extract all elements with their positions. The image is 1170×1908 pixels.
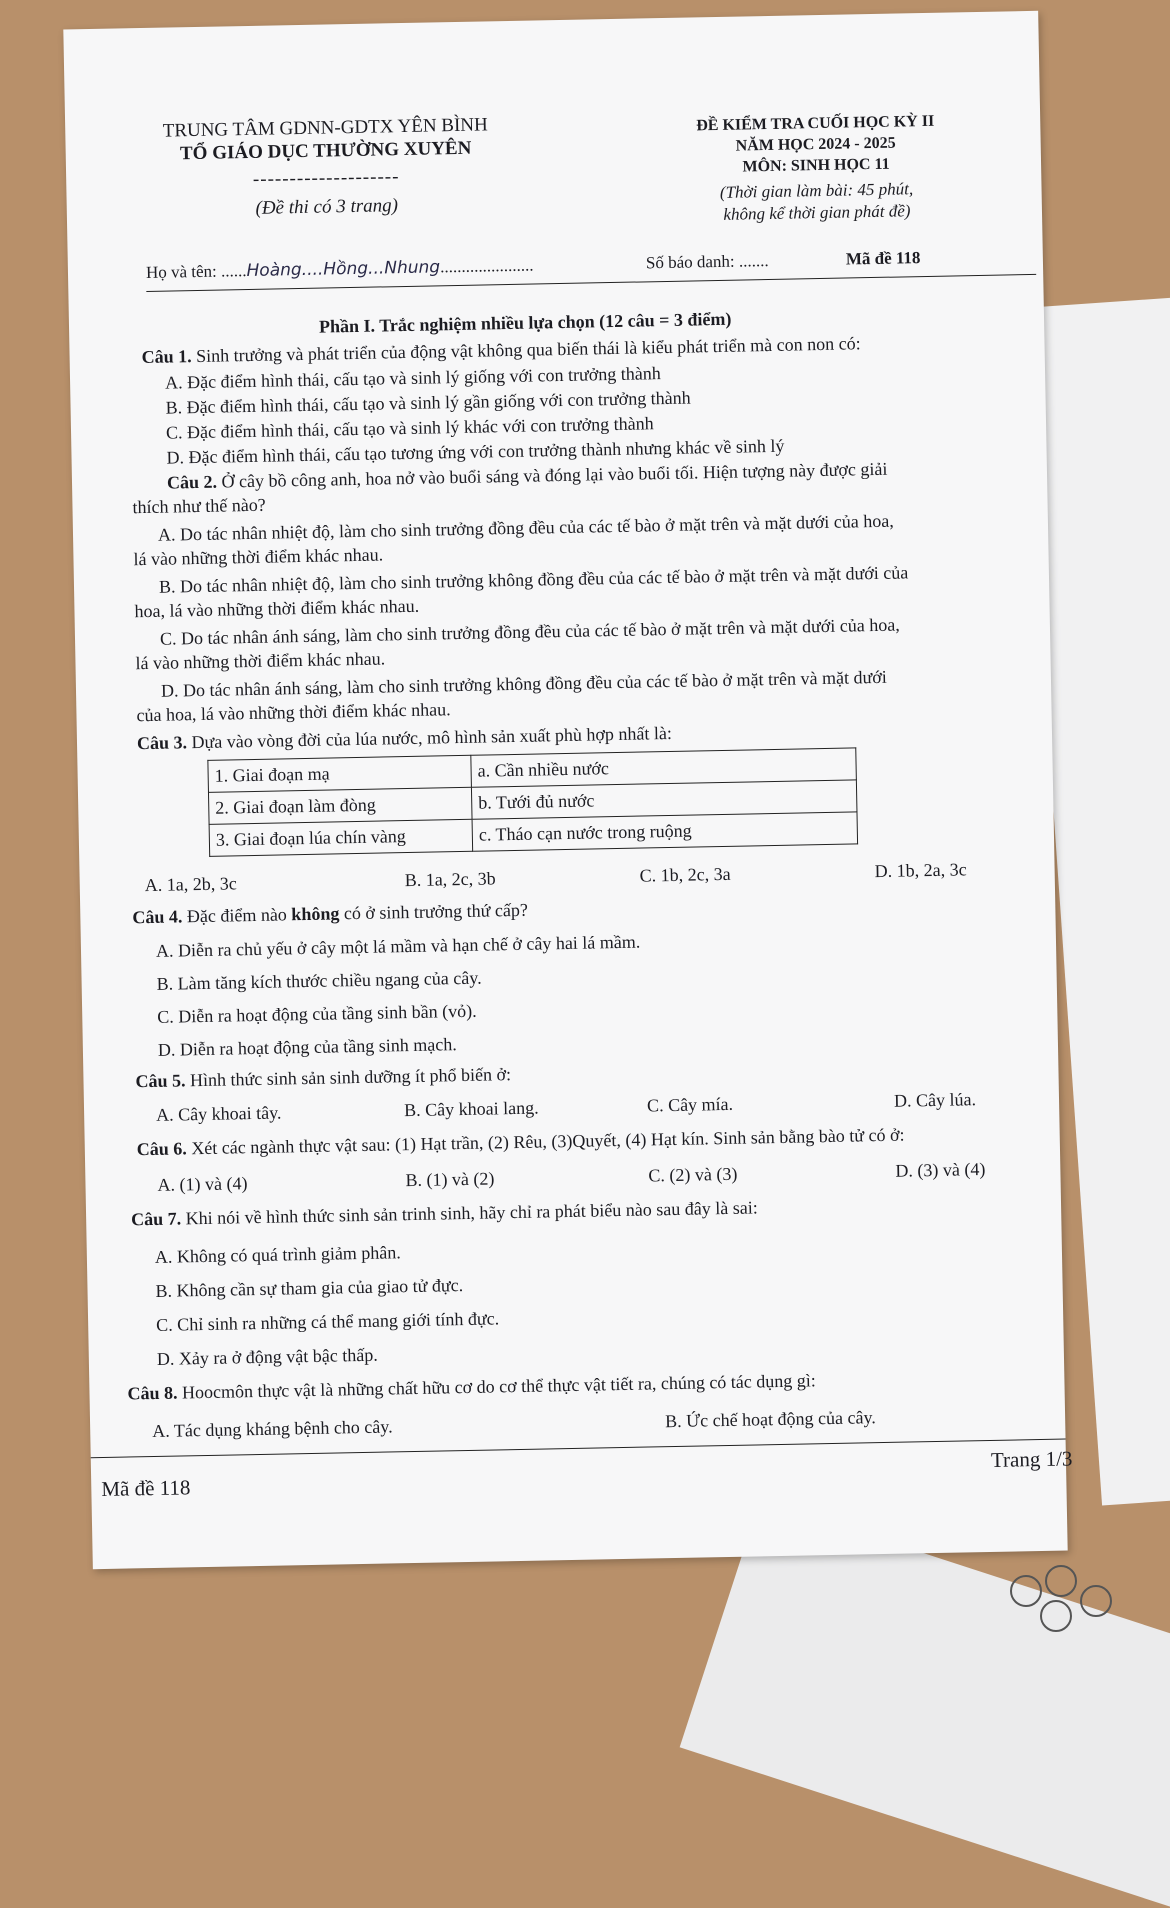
question-label: Câu 2. [166,471,218,493]
question-emphasis: không [291,903,340,925]
question-text: Sinh trưởng và phát triển của động vật không qua biến thái là kiểu phát triển mà con non có: [195,333,861,367]
question-label: Câu 6. [136,1138,188,1160]
q4-option-c[interactable]: C. Diễn ra hoạt động của tầng sinh bần (vỏ). [157,1000,477,1027]
question-text-end: có ở sinh trưởng thứ cấp? [343,899,529,924]
answer-bubble [1010,1575,1042,1607]
q4-option-a[interactable]: A. Diễn ra chủ yếu ở cây một lá mầm và hạn chế ở cây hai lá mầm. [155,931,641,961]
part-title: Phần I. Trắc nghiệm nhiều lựa chọn (12 câu = 3 điểm) [318,308,732,337]
name-label: Họ và tên: ...... [145,261,247,282]
question-text: Dựa vào vòng đời của lúa nước, mô hình sản xuất phù hợp nhất là: [191,722,673,753]
question-text: Hoocmôn thực vật là những chất hữu cơ do cơ thể thực vật tiết ra, chúng có tác dụng gì: [181,1370,816,1403]
header-left [135,113,517,222]
q1-option-c[interactable]: C. Đặc điểm hình thái, cấu tạo và sinh lý khác với con trưởng thành [165,413,654,443]
question-text: Ở cây bồ công anh, hoa nở vào buổi sáng và đóng lại vào buổi tối. Hiện tượng này được giải [221,458,888,492]
question-6 [137,1123,905,1162]
q1-option-d[interactable]: D. Đặc điểm hình thái, cấu tạo tương ứng với con trưởng thành nhưng khác về sinh lý [166,435,785,468]
q2-option-a-cont: lá vào những thời điểm khác nhau. [133,544,384,570]
q6-option-b[interactable]: B. (1) và (2) [405,1168,495,1191]
time-note-1: (Thời gian làm bài: 45 phút, [719,179,914,202]
q2-option-d[interactable]: D. Do tác nhân ánh sáng, làm cho sinh trưởng không đồng đều của các tế bào ở mặt trên và mặt dưới [160,666,887,701]
q6-option-d[interactable]: D. (3) và (4) [895,1159,986,1181]
page-number: Trang 1/3 [990,1446,1073,1472]
question-3 [137,721,672,755]
question-7 [131,1195,758,1231]
question-5 [135,1062,511,1093]
question-text: Đặc điểm nào [186,904,288,927]
q1-option-a[interactable]: A. Đặc điểm hình thái, cấu tạo và sinh lý giống với con trưởng thành [164,363,661,393]
table-cell: 3. Giai đoạn lúa chín vàng [209,819,473,856]
q4-option-b[interactable]: B. Làm tăng kích thước chiều ngang của cây. [156,967,482,994]
q5-option-b[interactable]: B. Cây khoai lang. [403,1097,539,1121]
exam-code: Mã đề 118 [845,248,921,269]
q2-option-b[interactable]: B. Do tác nhân nhiệt độ, làm cho sinh trưởng không đồng đều của các tế bào ở mặt trên và mặt dưới của [158,562,909,597]
q8-option-a[interactable]: A. Tác dụng kháng bệnh cho cây. [152,1416,393,1442]
table-cell: c. Tháo cạn nước trong ruộng [472,812,858,851]
department-name: TỔ GIÁO DỤC THƯỜNG XUYÊN [179,137,472,165]
q7-option-d[interactable]: D. Xảy ra ở động vật bậc thấp. [156,1344,378,1369]
exam-title: ĐỀ KIỂM TRA CUỐI HỌC KỲ II [696,112,935,135]
student-name[interactable]: Hoàng....Hồng...Nhung [246,257,441,282]
q3-option-a[interactable]: A. 1a, 2b, 3c [144,873,237,896]
table-cell: b. Tưới đủ nước [471,780,857,819]
table-cell: a. Cần nhiều nước [471,748,857,787]
time-note-2: không kể thời gian phát đề) [723,201,911,224]
q2-option-c-cont: lá vào những thời điểm khác nhau. [135,648,386,674]
question-text: Khi nói về hình thức sinh sản trinh sinh, hãy chỉ ra phát biểu nào sau đây là sai: [185,1197,758,1229]
answer-bubble [1080,1585,1112,1617]
q7-option-a[interactable]: A. Không có quá trình giảm phân. [154,1242,401,1267]
subject: MÔN: SINH HỌC 11 [742,155,890,176]
name-dots: ...................... [439,255,534,277]
footer-exam-code: Mã đề 118 [101,1475,191,1502]
table-cell: 1. Giai đoạn mạ [208,755,472,792]
question-label: Câu 5. [135,1070,186,1092]
q3-option-c[interactable]: C. 1b, 2c, 3a [639,863,731,886]
answer-bubble [1045,1565,1077,1597]
page-count-note: (Đề thi có 3 trang) [255,195,399,219]
table-cell: 2. Giai đoạn làm đòng [208,787,472,824]
candidate-number-label[interactable]: Số báo danh: ....... [645,251,769,273]
question-2-cont: thích như thế nào? [132,494,266,518]
q5-option-d[interactable]: D. Cây lúa. [893,1089,977,1111]
q4-option-d[interactable]: D. Diễn ra hoạt động của tầng sinh mạch. [157,1034,457,1060]
q7-option-c[interactable]: C. Chỉ sinh ra những cá thể mang giới tính đực. [156,1308,500,1335]
background-paper-bottom [680,1500,1170,1908]
q2-option-b-cont: hoa, lá vào những thời điểm khác nhau. [134,595,420,622]
exam-sheet [63,11,1073,1569]
question-label: Câu 4. [132,906,183,928]
q3-option-b[interactable]: B. 1a, 2c, 3b [404,868,496,891]
q7-option-b[interactable]: B. Không cần sự tham gia của giao tử đực. [155,1275,464,1301]
question-text: Xét các ngành thực vật sau: (1) Hạt trần, (2) Rêu, (3)Quyết, (4) Hạt kín. Sinh sản bằng bào tử có ở: [191,1124,905,1159]
question-4 [132,898,528,930]
question-text: Hình thức sinh sản sinh dưỡng ít phổ biến ở: [189,1064,512,1091]
question-label: Câu 7. [130,1208,182,1230]
rice-stage-table [207,747,858,856]
question-8 [127,1368,816,1405]
q3-option-d[interactable]: D. 1b, 2a, 3c [874,859,967,882]
q5-option-c[interactable]: C. Cây mía. [646,1093,734,1116]
q6-option-c[interactable]: C. (2) và (3) [648,1163,738,1186]
student-info-row [146,246,1036,292]
school-name: TRUNG TÂM GDNN-GDTX YÊN BÌNH [162,114,488,142]
school-year: NĂM HỌC 2024 - 2025 [735,134,896,155]
question-label: Câu 1. [141,346,192,368]
q6-option-a[interactable]: A. (1) và (4) [157,1173,248,1195]
question-label: Câu 3. [136,732,188,754]
q1-option-b[interactable]: B. Đặc điểm hình thái, cấu tạo và sinh lý gần giống với con trưởng thành [165,387,691,418]
q8-option-b[interactable]: B. Ức chế hoạt động của cây. [664,1407,877,1432]
header-divider: -------------------- [252,166,400,190]
footer-divider [91,1439,1066,1459]
q2-option-d-cont: của hoa, lá vào những thời điểm khác nhau. [136,699,451,726]
question-label: Câu 8. [127,1382,178,1404]
q2-option-c[interactable]: C. Do tác nhân ánh sáng, làm cho sinh trưởng đồng đều của các tế bào ở mặt trên và mặt dưới của hoa, [159,614,900,649]
header-right [605,109,1027,228]
q5-option-a[interactable]: A. Cây khoai tây. [155,1102,282,1125]
answer-bubble [1040,1600,1072,1632]
q2-option-a[interactable]: A. Do tác nhân nhiệt độ, làm cho sinh trưởng đồng đều của các tế bào ở mặt trên và mặt dưới của hoa, [157,510,894,545]
